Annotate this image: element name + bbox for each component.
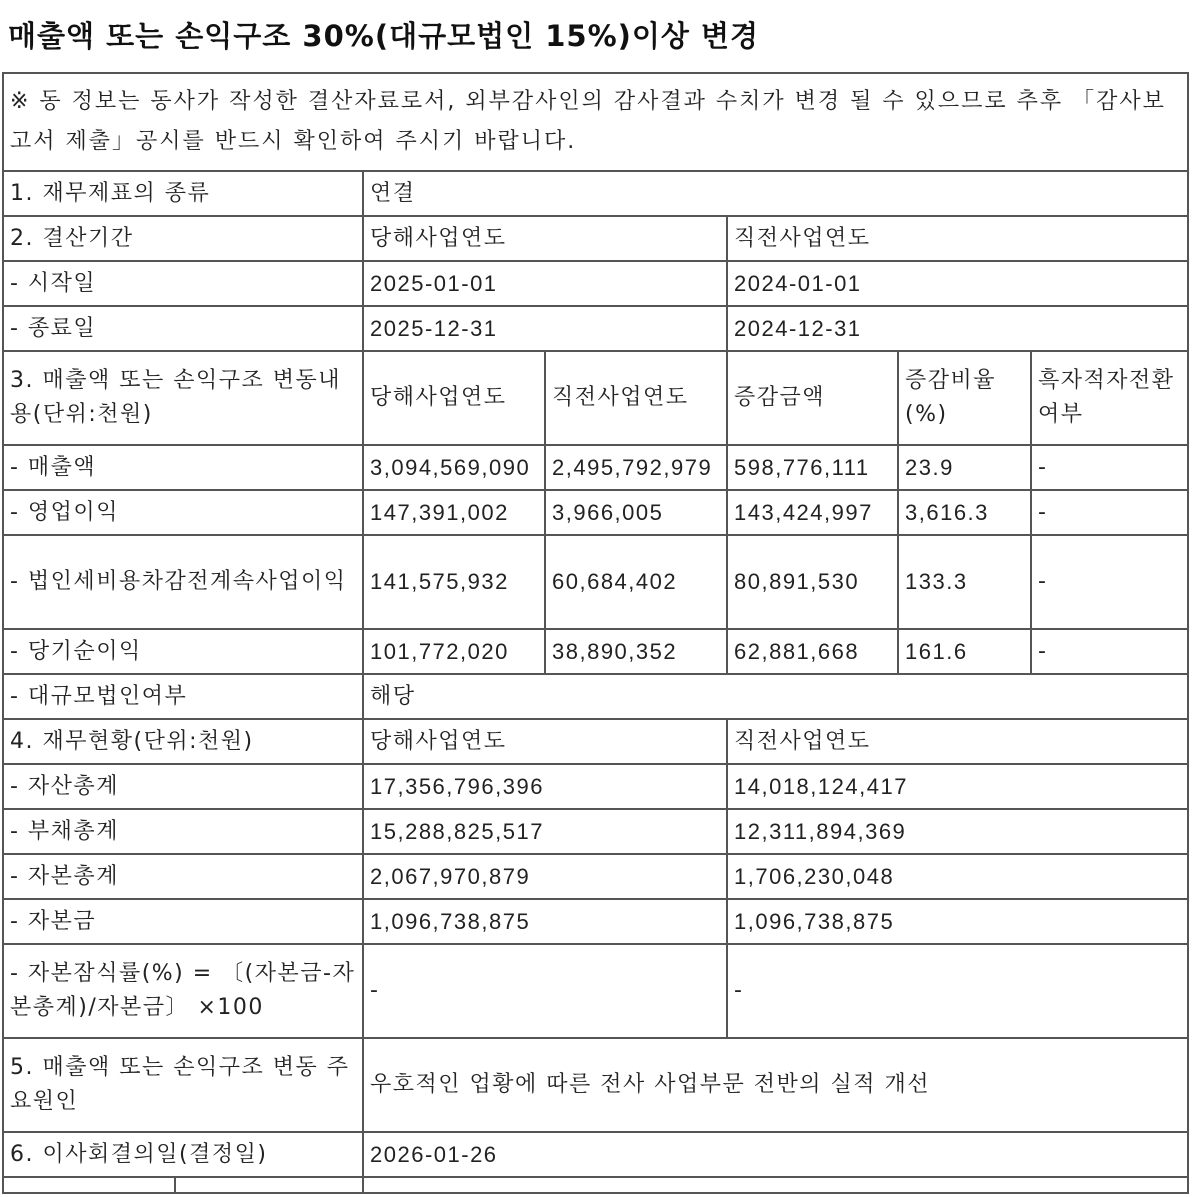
row-ratio: 133.3 xyxy=(898,535,1031,629)
statement-type-row xyxy=(3,171,1188,216)
row-prior: 60,684,402 xyxy=(545,535,727,629)
period-end-row xyxy=(3,306,1188,351)
row-ratio: 3,616.3 xyxy=(898,490,1031,535)
reason-label: 5. 매출액 또는 손익구조 변동 주요원인 xyxy=(3,1038,363,1132)
next-row-partial xyxy=(3,1177,1188,1193)
changes-header-ratio: 증감비율(%) xyxy=(898,351,1031,445)
row-diff: 62,881,668 xyxy=(727,629,898,674)
row-current: 17,356,796,396 xyxy=(363,764,727,809)
period-start-row xyxy=(3,261,1188,306)
row-label: - 영업이익 xyxy=(3,490,363,535)
board-row xyxy=(3,1132,1188,1177)
financial-prior-label: 직전사업연도 xyxy=(727,719,1188,764)
financial-header-row xyxy=(3,719,1188,764)
financial-current-label: 당해사업연도 xyxy=(363,719,727,764)
changes-label: 3. 매출액 또는 손익구조 변동내용(단위:천원) xyxy=(3,351,363,445)
page-title: 매출액 또는 손익구조 30%(대규모법인 15%)이상 변경 xyxy=(8,19,760,53)
row-current: 15,288,825,517 xyxy=(363,809,727,854)
notice-row xyxy=(3,73,1188,171)
row-label: - 법인세비용차감전계속사업이익 xyxy=(3,535,363,629)
row-label: - 자산총계 xyxy=(3,764,363,809)
table-row xyxy=(3,854,1188,899)
row-prior: 14,018,124,417 xyxy=(727,764,1188,809)
notice-text: ※ 동 정보는 동사가 작성한 결산자료로서, 외부감사인의 감사결과 수치가 변경 될 수 있으므로 추후 「감사보고서 제출」공시를 반드시 확인하여 주시기 바랍니다. xyxy=(3,73,1188,171)
large-corp-row xyxy=(3,674,1188,719)
row-turn: - xyxy=(1031,445,1188,490)
changes-header-prior: 직전사업연도 xyxy=(545,351,727,445)
row-turn: - xyxy=(1031,629,1188,674)
row-current: 1,096,738,875 xyxy=(363,899,727,944)
period-end-prior: 2024-12-31 xyxy=(727,306,1188,351)
board-label: 6. 이사회결의일(결정일) xyxy=(3,1132,363,1177)
row-turn: - xyxy=(1031,535,1188,629)
erosion-current: - xyxy=(363,944,727,1038)
period-start-prior: 2024-01-01 xyxy=(727,261,1188,306)
erosion-row xyxy=(3,944,1188,1038)
row-label: - 매출액 xyxy=(3,445,363,490)
period-prior-label: 직전사업연도 xyxy=(727,216,1188,261)
row-label: - 당기순이익 xyxy=(3,629,363,674)
next-row-cell xyxy=(3,1177,363,1193)
row-turn: - xyxy=(1031,490,1188,535)
period-label: 2. 결산기간 xyxy=(3,216,363,261)
changes-header-current: 당해사업연도 xyxy=(363,351,545,445)
row-ratio: 161.6 xyxy=(898,629,1031,674)
period-start-label: - 시작일 xyxy=(3,261,363,306)
next-row-cell xyxy=(363,1177,1188,1193)
period-current-label: 당해사업연도 xyxy=(363,216,727,261)
changes-header-row xyxy=(3,351,1188,445)
board-value: 2026-01-26 xyxy=(363,1132,1188,1177)
table-row xyxy=(3,629,1188,674)
row-ratio: 23.9 xyxy=(898,445,1031,490)
row-prior: 3,966,005 xyxy=(545,490,727,535)
period-start-current: 2025-01-01 xyxy=(363,261,727,306)
row-current: 141,575,932 xyxy=(363,535,545,629)
row-prior: 2,495,792,979 xyxy=(545,445,727,490)
table-row xyxy=(3,490,1188,535)
row-prior: 38,890,352 xyxy=(545,629,727,674)
reason-row xyxy=(3,1038,1188,1132)
row-current: 3,094,569,090 xyxy=(363,445,545,490)
large-corp-label: - 대규모법인여부 xyxy=(3,674,363,719)
financial-label: 4. 재무현황(단위:천원) xyxy=(3,719,363,764)
row-prior: 12,311,894,369 xyxy=(727,809,1188,854)
row-diff: 143,424,997 xyxy=(727,490,898,535)
row-current: 101,772,020 xyxy=(363,629,545,674)
row-label: - 자본총계 xyxy=(3,854,363,899)
large-corp-value: 해당 xyxy=(363,674,1188,719)
row-prior: 1,096,738,875 xyxy=(727,899,1188,944)
statement-type-value: 연결 xyxy=(363,171,1188,216)
period-end-current: 2025-12-31 xyxy=(363,306,727,351)
changes-header-turn: 흑자적자전환여부 xyxy=(1031,351,1188,445)
period-end-label: - 종료일 xyxy=(3,306,363,351)
row-current: 2,067,970,879 xyxy=(363,854,727,899)
table-row xyxy=(3,764,1188,809)
row-diff: 598,776,111 xyxy=(727,445,898,490)
statement-type-label: 1. 재무제표의 종류 xyxy=(3,171,363,216)
disclosure-table xyxy=(2,72,1189,1194)
table-row xyxy=(3,445,1188,490)
row-diff: 80,891,530 xyxy=(727,535,898,629)
row-label: - 부채총계 xyxy=(3,809,363,854)
period-header-row xyxy=(3,216,1188,261)
reason-value: 우호적인 업황에 따른 전사 사업부문 전반의 실적 개선 xyxy=(363,1038,1188,1132)
table-row xyxy=(3,899,1188,944)
row-prior: 1,706,230,048 xyxy=(727,854,1188,899)
table-row xyxy=(3,535,1188,629)
row-current: 147,391,002 xyxy=(363,490,545,535)
table-row xyxy=(3,809,1188,854)
changes-header-diff: 증감금액 xyxy=(727,351,898,445)
erosion-label: - 자본잠식률(%) = 〔(자본금-자본총계)/자본금〕 ×100 xyxy=(3,944,363,1038)
erosion-prior: - xyxy=(727,944,1188,1038)
row-label: - 자본금 xyxy=(3,899,363,944)
